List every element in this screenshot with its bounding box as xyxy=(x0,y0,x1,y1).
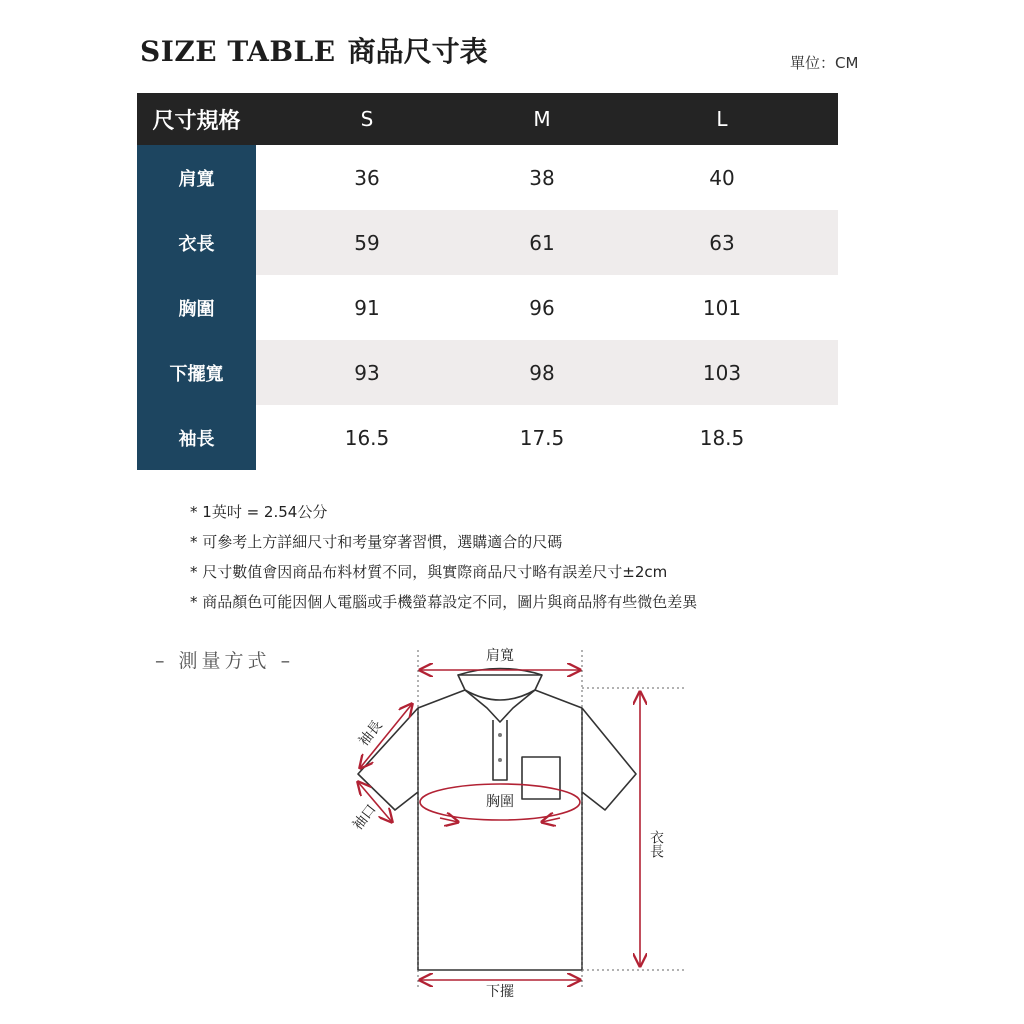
title-chinese: 商品尺寸表 xyxy=(347,35,488,68)
label-length: 衣長 xyxy=(648,830,664,858)
table-row xyxy=(137,405,838,470)
size-header-s: S xyxy=(256,93,478,145)
note-item: * 商品顏色可能因個人電腦或手機螢幕設定不同，圖片與商品將有些微色差異 xyxy=(190,590,697,620)
measurement-method-title: – 測量方式 – xyxy=(155,650,295,672)
cell-value: 59 xyxy=(256,210,478,275)
polo-shirt-measurement-diagram xyxy=(330,640,730,1010)
shirt-body-shape xyxy=(355,690,636,970)
row-label-hem: 下擺寬 xyxy=(137,340,256,405)
label-chest: 胸圍 xyxy=(486,794,514,810)
cell-value: 17.5 xyxy=(519,425,565,450)
cell-value: 103 xyxy=(606,340,838,405)
cell-value: 98 xyxy=(478,340,606,405)
cell-value: 38 xyxy=(529,165,555,190)
table-corner-label: 尺寸規格 xyxy=(137,93,256,145)
page-title xyxy=(140,30,488,70)
placket-shape xyxy=(493,720,507,780)
label-cuff: 袖口 xyxy=(349,801,380,834)
cell-value: 61 xyxy=(478,210,606,275)
row-label-length: 衣長 xyxy=(137,210,256,275)
table-header-row xyxy=(137,93,838,145)
label-hem: 下擺 xyxy=(486,984,514,1000)
note-item: * 1英吋 = 2.54公分 xyxy=(190,500,697,530)
size-table xyxy=(137,93,838,470)
measurement-arrows xyxy=(355,670,640,980)
size-header-m: M xyxy=(478,93,606,145)
label-sleeve: 袖長 xyxy=(355,717,386,750)
table-row xyxy=(137,275,838,340)
notes-list xyxy=(190,500,697,620)
button-dot xyxy=(498,758,502,762)
table-row xyxy=(137,145,838,210)
cell-value: 36 xyxy=(354,165,380,190)
chest-pocket xyxy=(522,757,560,799)
cell-value: 96 xyxy=(529,295,555,320)
label-shoulder: 肩寬 xyxy=(486,648,514,664)
row-label-sleeve: 袖長 xyxy=(137,405,256,470)
table-row xyxy=(137,340,838,405)
cell-value: 93 xyxy=(256,340,478,405)
cell-value: 63 xyxy=(606,210,838,275)
cell-value: 18.5 xyxy=(699,425,745,450)
button-dot xyxy=(498,733,502,737)
cell-value: 101 xyxy=(702,295,742,320)
row-label-shoulder: 肩寬 xyxy=(137,145,256,210)
cell-value: 91 xyxy=(354,295,380,320)
title-english: SIZE TABLE xyxy=(140,35,336,68)
row-label-chest: 胸圍 xyxy=(137,275,256,340)
cell-value: 16.5 xyxy=(344,425,390,450)
table-row xyxy=(137,210,838,275)
unit-label: 單位：CM xyxy=(790,54,859,72)
size-header-l: L xyxy=(606,93,838,145)
cell-value: 40 xyxy=(709,165,735,190)
note-item: * 可參考上方詳細尺寸和考量穿著習慣，選購適合的尺碼 xyxy=(190,530,697,560)
collar-shape xyxy=(458,675,542,722)
note-item: * 尺寸數值會因商品布料材質不同，與實際商品尺寸略有誤差尺寸±2cm xyxy=(190,560,697,590)
